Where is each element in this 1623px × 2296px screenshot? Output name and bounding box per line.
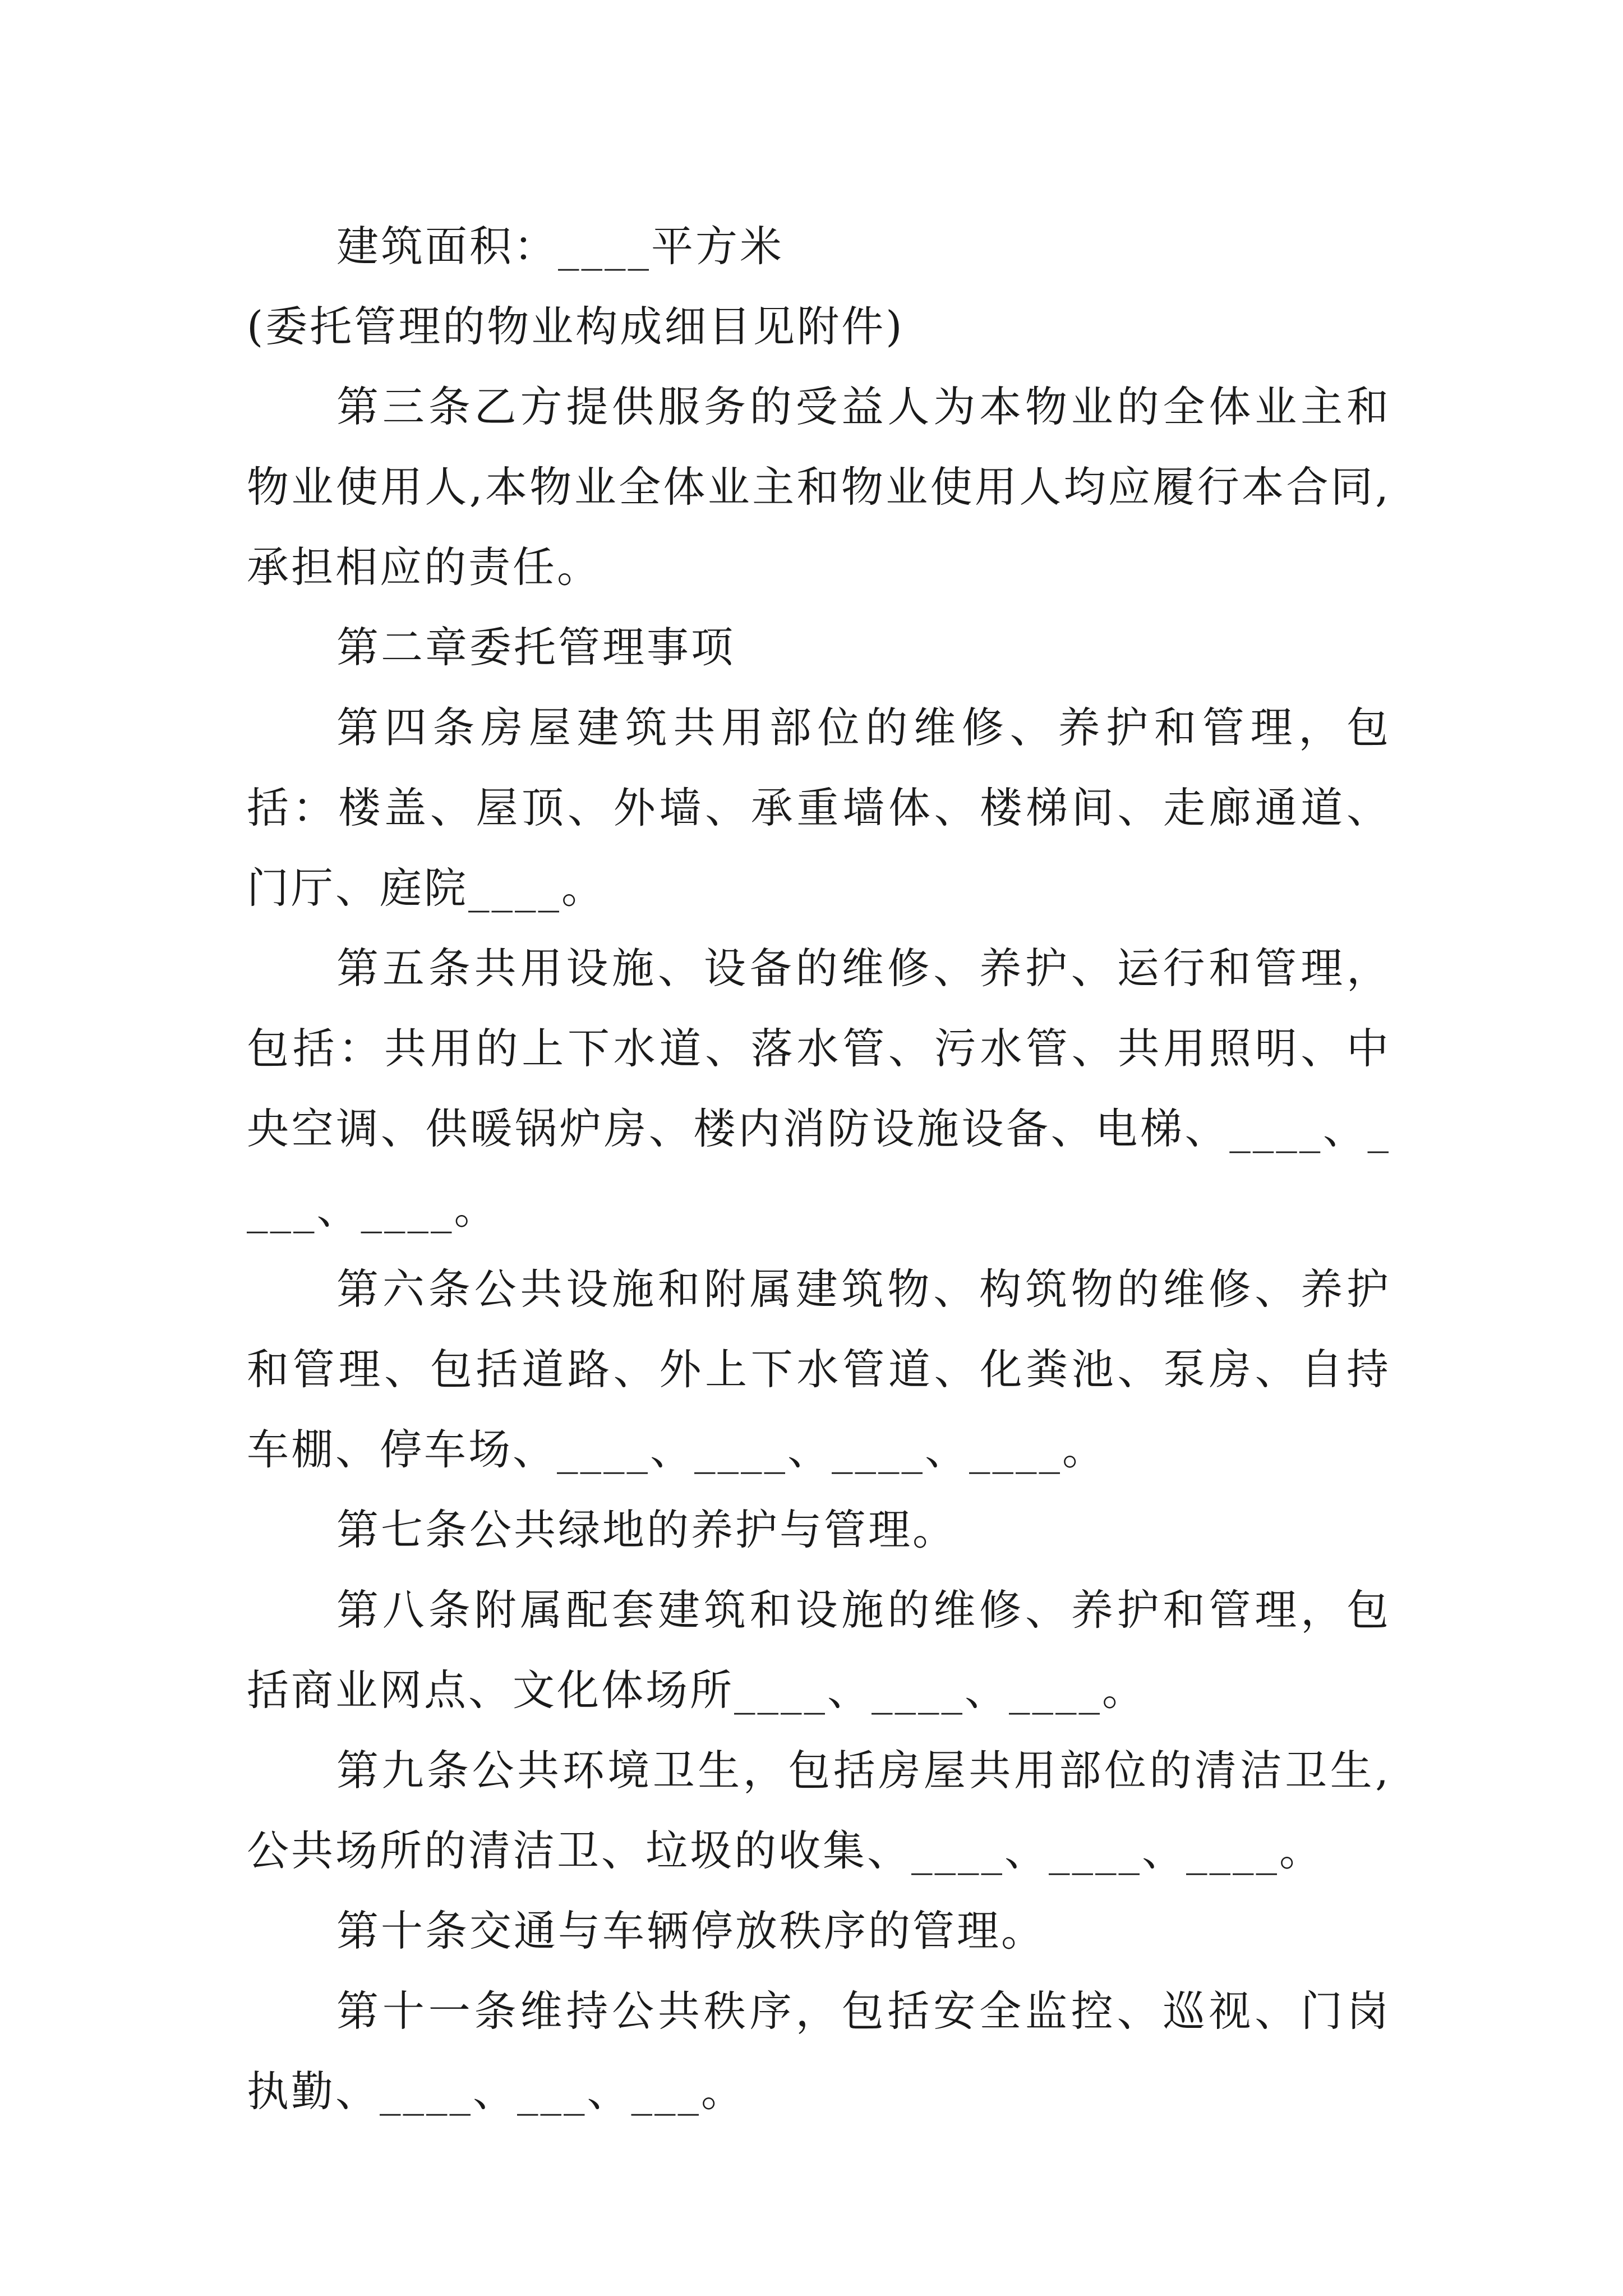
article-10: 第十条交通与车辆停放秩序的管理。 bbox=[336, 1906, 1046, 1955]
article-11: 第十一条维持公共秩序，包括安全监控、巡视、门岗执勤、____、___、___。 bbox=[247, 1986, 1391, 2116]
article-6: 第六条公共设施和附属建筑物、构筑物的维修、养护和管理、包括道路、外上下水管道、化粪池、泵房、自持车棚、停车场、____、____、____、____。 bbox=[247, 1264, 1391, 1474]
article-3: 第三条乙方提供服务的受益人为本物业的全体业主和物业使用人,本物业全体业主和物业使用人均应履行本合同,承担相应的责任。 bbox=[247, 382, 1391, 592]
chapter-2-heading: 第二章委托管理事项 bbox=[336, 623, 736, 672]
appendix-note: (委托管理的物业构成细目见附件) bbox=[247, 302, 905, 351]
article-8: 第八条附属配套建筑和设施的维修、养护和管理，包括商业网点、文化体场所____、____、____。 bbox=[247, 1585, 1391, 1715]
article-9: 第九条公共环境卫生，包括房屋共用部位的清洁卫生,公共场所的清洁卫、垃圾的收集、____、____、____。 bbox=[247, 1746, 1391, 1875]
floor-area-line: 建筑面积：____平方米 bbox=[336, 222, 785, 271]
article-5: 第五条共用设施、设备的维修、养护、运行和管理，包括：共用的上下水道、落水管、污水管、共用照明、中央空调、供暖锅炉房、楼内消防设施设备、电梯、____、____、____。 bbox=[247, 944, 1391, 1234]
article-7: 第七条公共绿地的养护与管理。 bbox=[336, 1505, 957, 1554]
article-4: 第四条房屋建筑共用部位的维修、养护和管理，包括：楼盖、屋顶、外墙、承重墙体、楼梯间、走廊通道、门厅、庭院____。 bbox=[247, 703, 1391, 913]
document-body bbox=[247, 206, 1391, 2132]
